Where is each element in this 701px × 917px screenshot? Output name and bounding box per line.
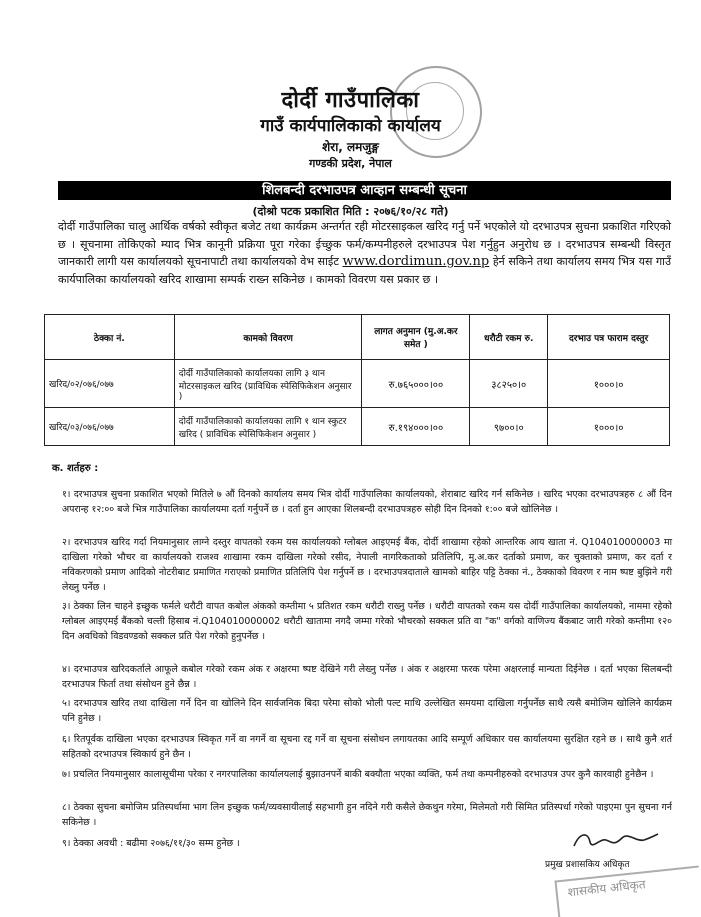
header-deposit-amount: धरौटी रकम रु. (470, 315, 548, 360)
term-item-8: ८। ठेक्का सुचना बमोजिम प्रतिस्पर्धामा भाग लिन इच्छुक फर्म/व्यवसायीलाई सहभागी हुन नदिने गरी कसैले छेकथुन गरेमा, मिलेमतो गरी सिमित प्रतिस्पर्धा गरेको पाइएमा पुन सुचना गर्न सकिनेछ । (62, 802, 672, 828)
province-name: गण्डकी प्रदेश, नेपाल (309, 157, 392, 170)
table-header-row (45, 315, 670, 360)
cell-cost: रु.७६५०००।०० (362, 360, 470, 408)
cell-deposit: ३८२५०।० (470, 360, 548, 408)
header-cost-estimate: लागत अनुमान (मु.अ.कर समेत ) (362, 315, 470, 360)
term-item-1: १। दरभाउपत्र सुचना प्रकाशित भएको मितिले ७ औं दिनको कार्यालय समय भित्र दोर्दी गाउँपालिका कार्यालयको, शेराबाट खरिद गर्न सकिनेछ । खरिद भएका दरभाउपत्रहरु ८ औं दिन अपरान्ह १२:०० बजे भित्र गाउँपालिका कार्यालयमा दर्ता गर्नुपर्ने छ । दर्ता हुन आएका शिलबन्दी दरभाउपत्रहरु सोही दिन दिनको १:०० बजे खोलिनेछ । (62, 489, 672, 515)
terms-heading: क. शर्तहरु : (52, 463, 99, 474)
intro-paragraph (58, 218, 671, 288)
term-item-3: ३। ठेक्का लिन चाहने इच्छुक फर्मले धरौटी वापत कबोल अंकको कम्तीमा ५ प्रतिशत रकम धरौटी राख्नु पर्नेछ । धरौटी वापतको रकम यस दोर्दी गाउँपालिका कार्यालयको, नाममा रहेको ग्लोबल आइएमई बैंकको चल्ती हिसाब नं.Q104010000002 धरौटी खातामा नगदै जम्मा गरेको भौचरको सक्कल प्रति वा "क" वर्गको वाणिज्य बैंकबाट जारी गरेको कम्तीमा १२० दिन अवधिको विडवण्डको सक्कल प्रति पेश गरेको हुनुपर्नेछ । (62, 601, 672, 642)
signatory-title: प्रमुख प्रशासकिय अधिकृत (545, 860, 630, 870)
term-item-6: ६। रितपूर्वक दाखिला भएका दरभाउपत्र स्विकृत गर्ने वा नगर्ने वा सूचना रद्द गर्ने वा सूचना संसोधन लगायतका आदि सम्पूर्ण अधिकार यस कार्यालयमा सुरक्षित रहने छ । साथै कुनै शर्त सहितको दरभाउपत्र स्विकार्य हुने छैन । (62, 734, 672, 760)
cell-description: दोर्दी गाउँपालिकाको कार्यालयका लागि ३ थान मोटरसाइकल खरिद (प्राविधिक स्पेसिफिकेशन अनुसार ) (174, 360, 362, 408)
cell-fee: १०००।० (548, 408, 670, 446)
works-table (44, 314, 670, 446)
office-name: गाउँ कार्यपालिकाको कार्यालय (260, 116, 441, 136)
header-work-description: कामको विवरण (174, 315, 362, 360)
cell-fee: १०००।० (548, 360, 670, 408)
table-row (45, 360, 670, 408)
cell-cost: रु.१९४०००।०० (362, 408, 470, 446)
table-row (45, 408, 670, 446)
cell-description: दोर्दी गाउँपालिकाको कार्यालयका लागि १ थान स्कुटर खरिद ( प्राविधिक स्पेसिफिकेशन अनुसार ) (174, 408, 362, 446)
header-form-fee: दरभाउ पत्र फाराम दस्तुर (548, 315, 670, 360)
intro-text-2: हेर्न सकिने तथा कार्यालय समय भित्र यस गाउँ कार्यपालिका कार्यालयको खरिद शाखामा सम्पर्क राख्न सकिनेछ । कामको विवरण यस प्रकार छ । (58, 255, 672, 286)
stamp-text: शासकीय अधिकृत (567, 877, 647, 900)
term-item-9: ९। ठेक्का अवधी : बढीमा २०७६/११/३० सम्म हुनेछ । (62, 838, 240, 849)
term-item-7: ७। प्रचलित नियमानुसार कालासूचीमा परेका र नगरपालिका कार्यालयलाई बुझाउनपर्ने बाकी बक्यौता भएका व्यक्ति, फर्म तथा कम्पनीहरुको दरभाउपत्र उपर कुनै कारवाही हुनेछैन । (62, 769, 654, 780)
publication-date: (दोश्रो पटक प्रकाशित मिति : २०७६/१०/२८ गते) (252, 205, 449, 218)
office-location: शेरा, लमजुङ्ग (322, 140, 379, 154)
cell-deposit: ९७००।० (470, 408, 548, 446)
website-link[interactable]: www.dordimun.gov.np (342, 254, 490, 269)
handwritten-signature (570, 828, 660, 852)
municipality-name: दोर्दी गाउँपालिका (281, 88, 420, 113)
header-contract-no: ठेक्का नं. (45, 315, 175, 360)
term-item-5: ५। दरभाउपत्र खरिद तथा दाखिला गर्ने दिन वा खोलिने दिन सार्वजनिक बिदा परेमा सोको भोली पल्ट माथि उल्लेखित समयमा दाखिला गर्नुपर्नेछ साथै त्यसै बमोजिम खोलिने कार्यक्रम पनि हुनेछ । (62, 698, 672, 724)
intro-text-1: दोर्दी गाउँपालिका चालु आर्थिक वर्षको स्वीकृत बजेट तथा कार्यक्रम अन्तर्गत रही मोटरसाइकल खरिद गर्नु पर्ने भएकोले यो दरभाउपत्र सुचना प्रकाशित गरिएको छ । सूचनामा तोकिएको म्याद भित्र कानूनी प्रक्रिया पूरा गरेका ईच्छुक फर्म/कम्पनीहरुले दरभाउपत्र पेश गर्नुहुन अनुरोध छ । दरभाउपत्र सम्बन्धी विस्तृत जानकारी लागी यस कार्यालयको सूचनापाटी तथा कार्यालयको वेभ साईट (58, 220, 671, 268)
term-item-4: ४। दरभाउपत्र खरिदकर्ताले आफूले कबोल गरेको रकम अंक र अक्षरमा ष्पष्ट देखिने गरी लेख्नु पर्नेछ । अंक र अक्षरमा फरक परेमा अक्षरलाई मान्यता दिईनेछ । दर्ता भएका सिलबन्दी दरभाउपत्र फिर्ता तथा संसोधन हुने छैन्न । (62, 664, 672, 690)
cell-contract-no: खरिद/०३/०७६/०७७ (45, 408, 175, 446)
notice-title-banner: शिलबन्दी दरभाउपत्र आव्हान सम्बन्धी सूचना (58, 181, 671, 200)
cell-contract-no: खरिद/०२/०७६/०७७ (45, 360, 175, 408)
term-item-2: २। दरभाउपत्र खरिद गर्दा नियमानुसार लाग्ने दस्तुर वापतको रकम यस कार्यालयको ग्लोबल आइएमई बैंक, दोर्दी शाखामा रहेको आन्तरिक आय खाता नं. Q104010000003 मा दाखिला गरेको भौचर वा कार्यालयको राजश्व शाखामा रकम दाखिला गरेको रसीद, नेपाली नागरिकताको प्रतिलिपि, मु.अ.कर दर्ताको प्रमाण, कर चुक्ताको प्रमाण, कर दर्ता र नविकरणको प्रमाण आदिको नोटरीबाट प्रमाणित गराएको प्रमाणित प्रतिलिपि पेश गर्नुपर्ने छ । दरभाउपत्रदाताले खामको बाहिर पट्टि ठेक्का नं., ठेक्काको विवरण र नाम ष्पष्ट बुझिने गरी लेख्नु पर्नेछ । (62, 537, 672, 593)
officer-stamp (554, 866, 701, 917)
